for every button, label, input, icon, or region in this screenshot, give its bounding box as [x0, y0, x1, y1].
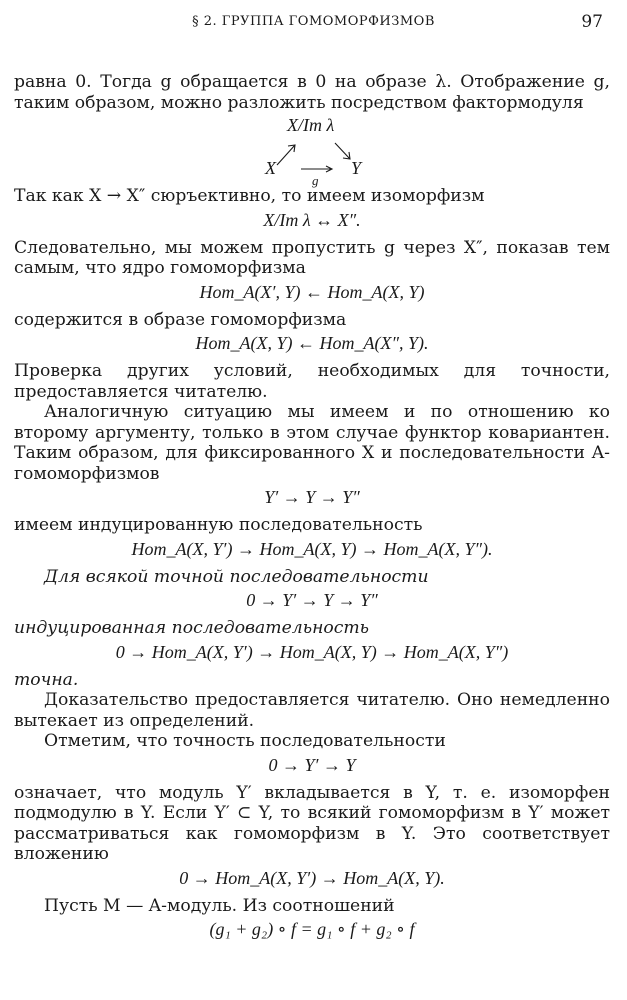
theorem-statement: Для всякой точной последовательности — [44, 566, 429, 587]
formula: 0 → Hom_A(X, Y′) → Hom_A(X, Y). — [179, 867, 445, 888]
formula: Hom_A(X, Y) ← Hom_A(X″, Y). — [195, 333, 429, 353]
formula: 0 → Y′ → Y — [268, 754, 356, 775]
paragraph: Аналогичную ситуацию мы имеем и по отношению ко второму аргументу, только в этом случае функтор ковариантен. Таким образом, для фиксированного X и последовательности A-гомоморфизмов — [14, 402, 610, 484]
paragraph: равна 0. Тогда g обращается в 0 на образе λ. Отображение g, таким образом, можно разложить посредством фактормодуля — [14, 72, 610, 113]
formula: 0 → Y′ → Y → Y″ — [246, 590, 378, 610]
diagram-node-top: X/Im λ — [287, 115, 335, 135]
paragraph: Так как X → X″ сюръективно, то имеем изоморфизм — [14, 186, 485, 206]
paragraph: Проверка других условий, необходимых для точности, предоставляется читателю. — [14, 361, 610, 402]
paragraph: Пусть M — A-модуль. Из соотношений — [44, 895, 395, 916]
arrow-down-right — [335, 143, 350, 159]
paragraph: имеем индуцированную последовательность — [14, 515, 423, 535]
diagram-node-left: X — [265, 158, 276, 178]
diagram-node-right: Y — [351, 158, 362, 178]
formula: Y′ → Y → Y″ — [264, 487, 360, 507]
diagram-arrow-label: g — [312, 173, 319, 188]
formula: 0 → Hom_A(X, Y′) → Hom_A(X, Y) → Hom_A(X, Y″) — [115, 641, 509, 662]
theorem-statement: точна. — [14, 669, 79, 690]
formula: (g₁ + g₂) ∘ f = g₁ ∘ f + g₂ ∘ f — [209, 919, 415, 939]
formula: X/Im λ ↔ X″. — [263, 209, 361, 230]
page-body — [14, 72, 610, 947]
section-title: § 2. ГРУППА ГОМОМОРФИЗМОВ — [192, 14, 435, 29]
arrow-up-right — [277, 145, 295, 165]
formula: Hom_A(X, Y′) → Hom_A(X, Y) → Hom_A(X, Y″). — [131, 538, 493, 559]
paragraph: означает, что модуль Y′ вкладывается в Y, т. е. изоморфен подмодулю в Y. Если Y′ ⊂ Y, то всякий гомоморфизм в Y′ может рассматриваться как гомоморфизм в Y. Это соответствует вложению — [14, 782, 610, 864]
paragraph: Следовательно, мы можем пропустить g через X″, показав тем самым, что ядро гомоморфизма — [14, 237, 610, 278]
theorem-statement: индуцированная последовательность — [14, 618, 370, 638]
commutative-diagram — [14, 115, 610, 188]
page-number: 97 — [581, 12, 603, 32]
running-header — [0, 14, 627, 36]
formula: Hom_A(X′, Y) ← Hom_A(X, Y) — [199, 281, 425, 302]
paragraph: содержится в образе гомоморфизма — [14, 309, 347, 330]
paragraph: Доказательство предоставляется читателю. Оно немедленно вытекает из определений. — [14, 690, 610, 731]
paragraph: Отметим, что точность последовательности — [44, 731, 446, 751]
